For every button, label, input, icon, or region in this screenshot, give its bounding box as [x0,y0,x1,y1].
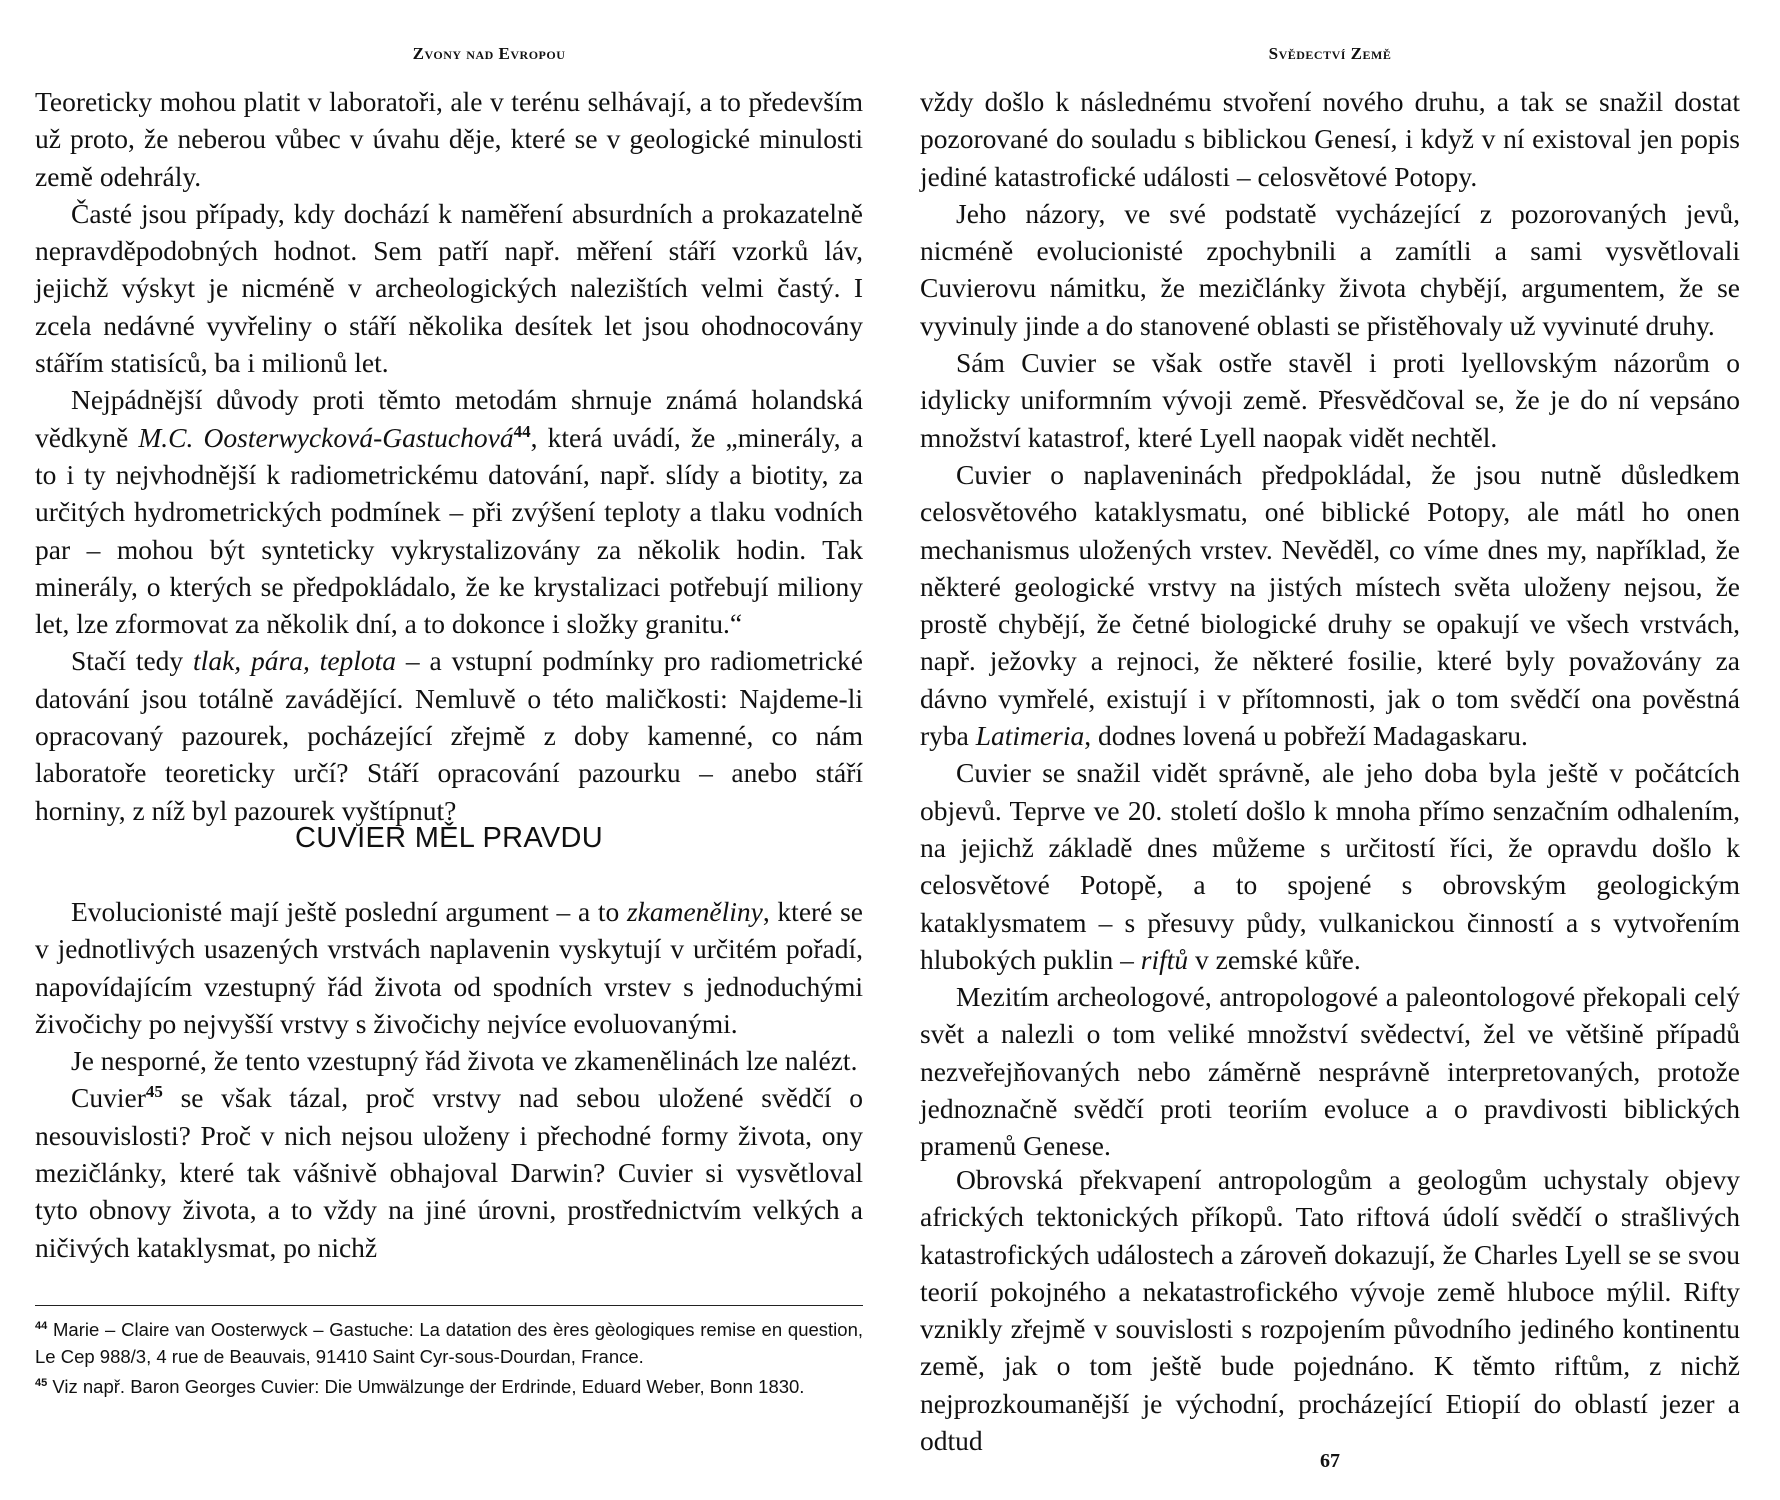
emphasis: M.C. Oosterwycková-Gastuchová [138,421,514,453]
emphasis: zkameněliny [626,896,763,927]
running-head: Zvony nad Evropou [412,44,566,63]
section-heading: CUVIER MĚL PRAVDU [294,822,604,854]
paragraph: Stačí tedy tlak, pára, teplota – a vstupní podmínky pro radiometrické datování jsou totálně zavádějící. Nemluvě o této maličkosti: Najdeme-li opracovaný pazourek, pocházející zřejmě z doby kamenné, co nám laboratoře teoreticky určí? Stáří opracování pazourku – anebo stáří horniny, z níž byl pazourek vyštípnut? [35,645,863,826]
body-text [35,893,863,1266]
footnote-reference: 45 [145,1082,163,1102]
page-number: 67 [1320,1450,1340,1472]
emphasis: riftů [1140,943,1189,975]
footnote: $^{45}$ Viz např. Baron Georges Cuvier: Die Umwälzunge der Erdrinde, Eduard Weber, Bonn 1830. [35,1376,805,1398]
left-page [35,0,863,1500]
paragraph: Jeho názory, ve své podstatě vycházející z pozorovaných jevů, nicméně evolucionisté zpochybnili a zamítli a sami vysvětlovali Cuvierovu námitku, že mezičlánky života chybějí, argumentem, že se vyvinuly jinde a do stanovené oblasti se přistěhovaly už vyvinuté druhy. [920,197,1740,341]
right-page [920,0,1740,1500]
running-head: Svědectví Země [1268,44,1392,63]
paragraph: Cuvier$^{45}$ se však tázal, proč vrstvy nad sebou uložené svědčí o nesouvislosti? Proč v nich nejsou uloženy i přechodné formy života, ony mezičlánky, které tak vášnivě obhajoval Darwin? Cuvier si vysvětloval tyto obnovy života, a to vždy na jiné úrovni, prostřednictvím velkých a ničivých kataklysmat, po nichž [35,1082,863,1263]
paragraph: Je nesporné, že tento vzestupný řád života ve zkamenělinách lze nalézt. [71,1045,858,1077]
paragraph: Evolucionisté mají ještě poslední argument – a to zkameněliny, které se v jednotlivých usazených vrstvách naplavenin vyskytují v určitém pořadí, napovídajícím vzestupný řád života od spodních vrstev s jednoduchými živočichy po nejvyšší vrstvy s živočichy nejvíce evoluovanými. [35,896,863,1039]
emphasis: Latimeria [975,720,1085,752]
paragraph: Cuvier se snažil vidět správně, ale jeho doba byla ještě v počátcích objevů. Teprve ve 20. století došlo k mnoha přímo senzačním odhalením, na jejichž základě dnes můžeme s určitostí říci, že opravdu došlo k celosvětové Potopě, a to spojené s obrovským geologickým kataklysmatem – s přesuvy půdy, vulkanickou činností a s vytvořením hlubokých puklin – riftů v zemské kůře. [920,757,1740,975]
body-text [920,1161,1740,1459]
paragraph: Cuvier o naplaveninách předpokládal, že jsou nutně důsledkem celosvětového kataklysmatu, oné biblické Potopy, ale mátl ho onen mechanismus uložených vrstev. Nevěděl, co víme dnes my, například, že některé geologické vrstvy na jistých místech světa uloženy nejsou, že prostě chybějí, že četné biologické druhy se opakují ve všech vrstvách, např. ježovky a rejnoci, že některé fosilie, které byly považovány za dávno vymřelé, existují i v přítomnosti, jak o tom svědčí ona pověstná ryba Latimeria, dodnes lovená u pobřeží Madagaskaru. [920,458,1740,752]
paragraph: vždy došlo k následnému stvoření nového druhu, a tak se snažil dostat pozorované do souladu s biblickou Genesí, i když v ní existoval jen popis jediné katastrofické události – celosvětové Potopy. [920,86,1740,192]
footnote-rule [35,1305,863,1306]
paragraph: Teoreticky mohou platit v laboratoři, ale v terénu selhávají, a to především už proto, že neberou vůbec v úvahu děje, které se v geologické minulosti země odehrály. [35,86,863,192]
paragraph: Časté jsou případy, kdy dochází k naměření absurdních a prokazatelně nepravděpodobných hodnot. Sem patří např. měření stáří vzorků láv, jejichž výskyt je nicméně v archeologických nalezištích velmi častý. I zcela nedávné vyvřeliny o stáří několika desítek let jsou ohodnocovány stářím statisíců, ba i milionů let. [35,197,863,379]
footnote: $^{44}$ Marie – Claire van Oosterwyck – Gastuche: La datation des ères gèologiques remise en question, Le Cep 988/3, 4 rue de Beauvais, 91410 Saint Cyr-sous-Dourdan, France. [35,1319,863,1368]
footnotes [35,1313,863,1400]
emphasis: tlak, pára, teplota [193,645,397,677]
body-text [920,83,1740,1165]
paragraph: Nejpádnější důvody proti těmto metodám shrnuje známá holandská vědkyně M.C. Oosterwycková-Gastuchová$^{44}$, která uvádí, že „minerály, a to i ty nejvhodnější k radiometrickému datování, např. slídy a biotity, za určitých hydrometrických podmínek – při zvýšení teploty a tlaku vodních par – mohou být synteticky vykrystalizovány za několik hodin. Tak minerály, o kterých se předpokládalo, že ke krystalizaci potřebují miliony let, lze zformovat za několik dní, a to dokonce i složky granitu.“ [35,384,863,640]
paragraph: Mezitím archeologové, antropologové a paleontologové překopali celý svět a nalezli o tom veliké množství svědectví, žel ve většině případů nezveřejňovaných nebo záměrně nesprávně interpretovaných, protože jednoznačně svědčí proti teoriím evoluce a o pravdivosti biblických pramenů Genese. [920,981,1740,1162]
footnote-mark: 45 [35,1377,48,1390]
paragraph: Sám Cuvier se však ostře stavěl i proti lyellovským názorům o idylicky uniformním vývoji země. Přesvědčoval se, že je do ní vepsáno množství katastrof, které Lyell naopak vidět nechtěl. [920,347,1740,453]
paragraph: Obrovská překvapení antropologům a geologům uchystaly objevy afrických tektonických příkopů. Tato riftová údolí svědčí o strašlivých katastrofických událostech a zároveň dokazují, že Charles Lyell se se svou teorií pokojného a nekatastrofického vývoje země hluboce mýlil. Rifty vznikly zřejmě v souvislosti s rozpojením původního jediného kontinentu země, jak o tom ještě bude pojednáno. K těmto riftům, z nichž nejprozkoumanější je východní, procházející Etiopií do oblastí jezer a odtud [920,1164,1740,1457]
body-text [35,83,863,829]
footnote-reference: 44 [513,421,531,441]
footnote-mark: 44 [35,1320,48,1332]
